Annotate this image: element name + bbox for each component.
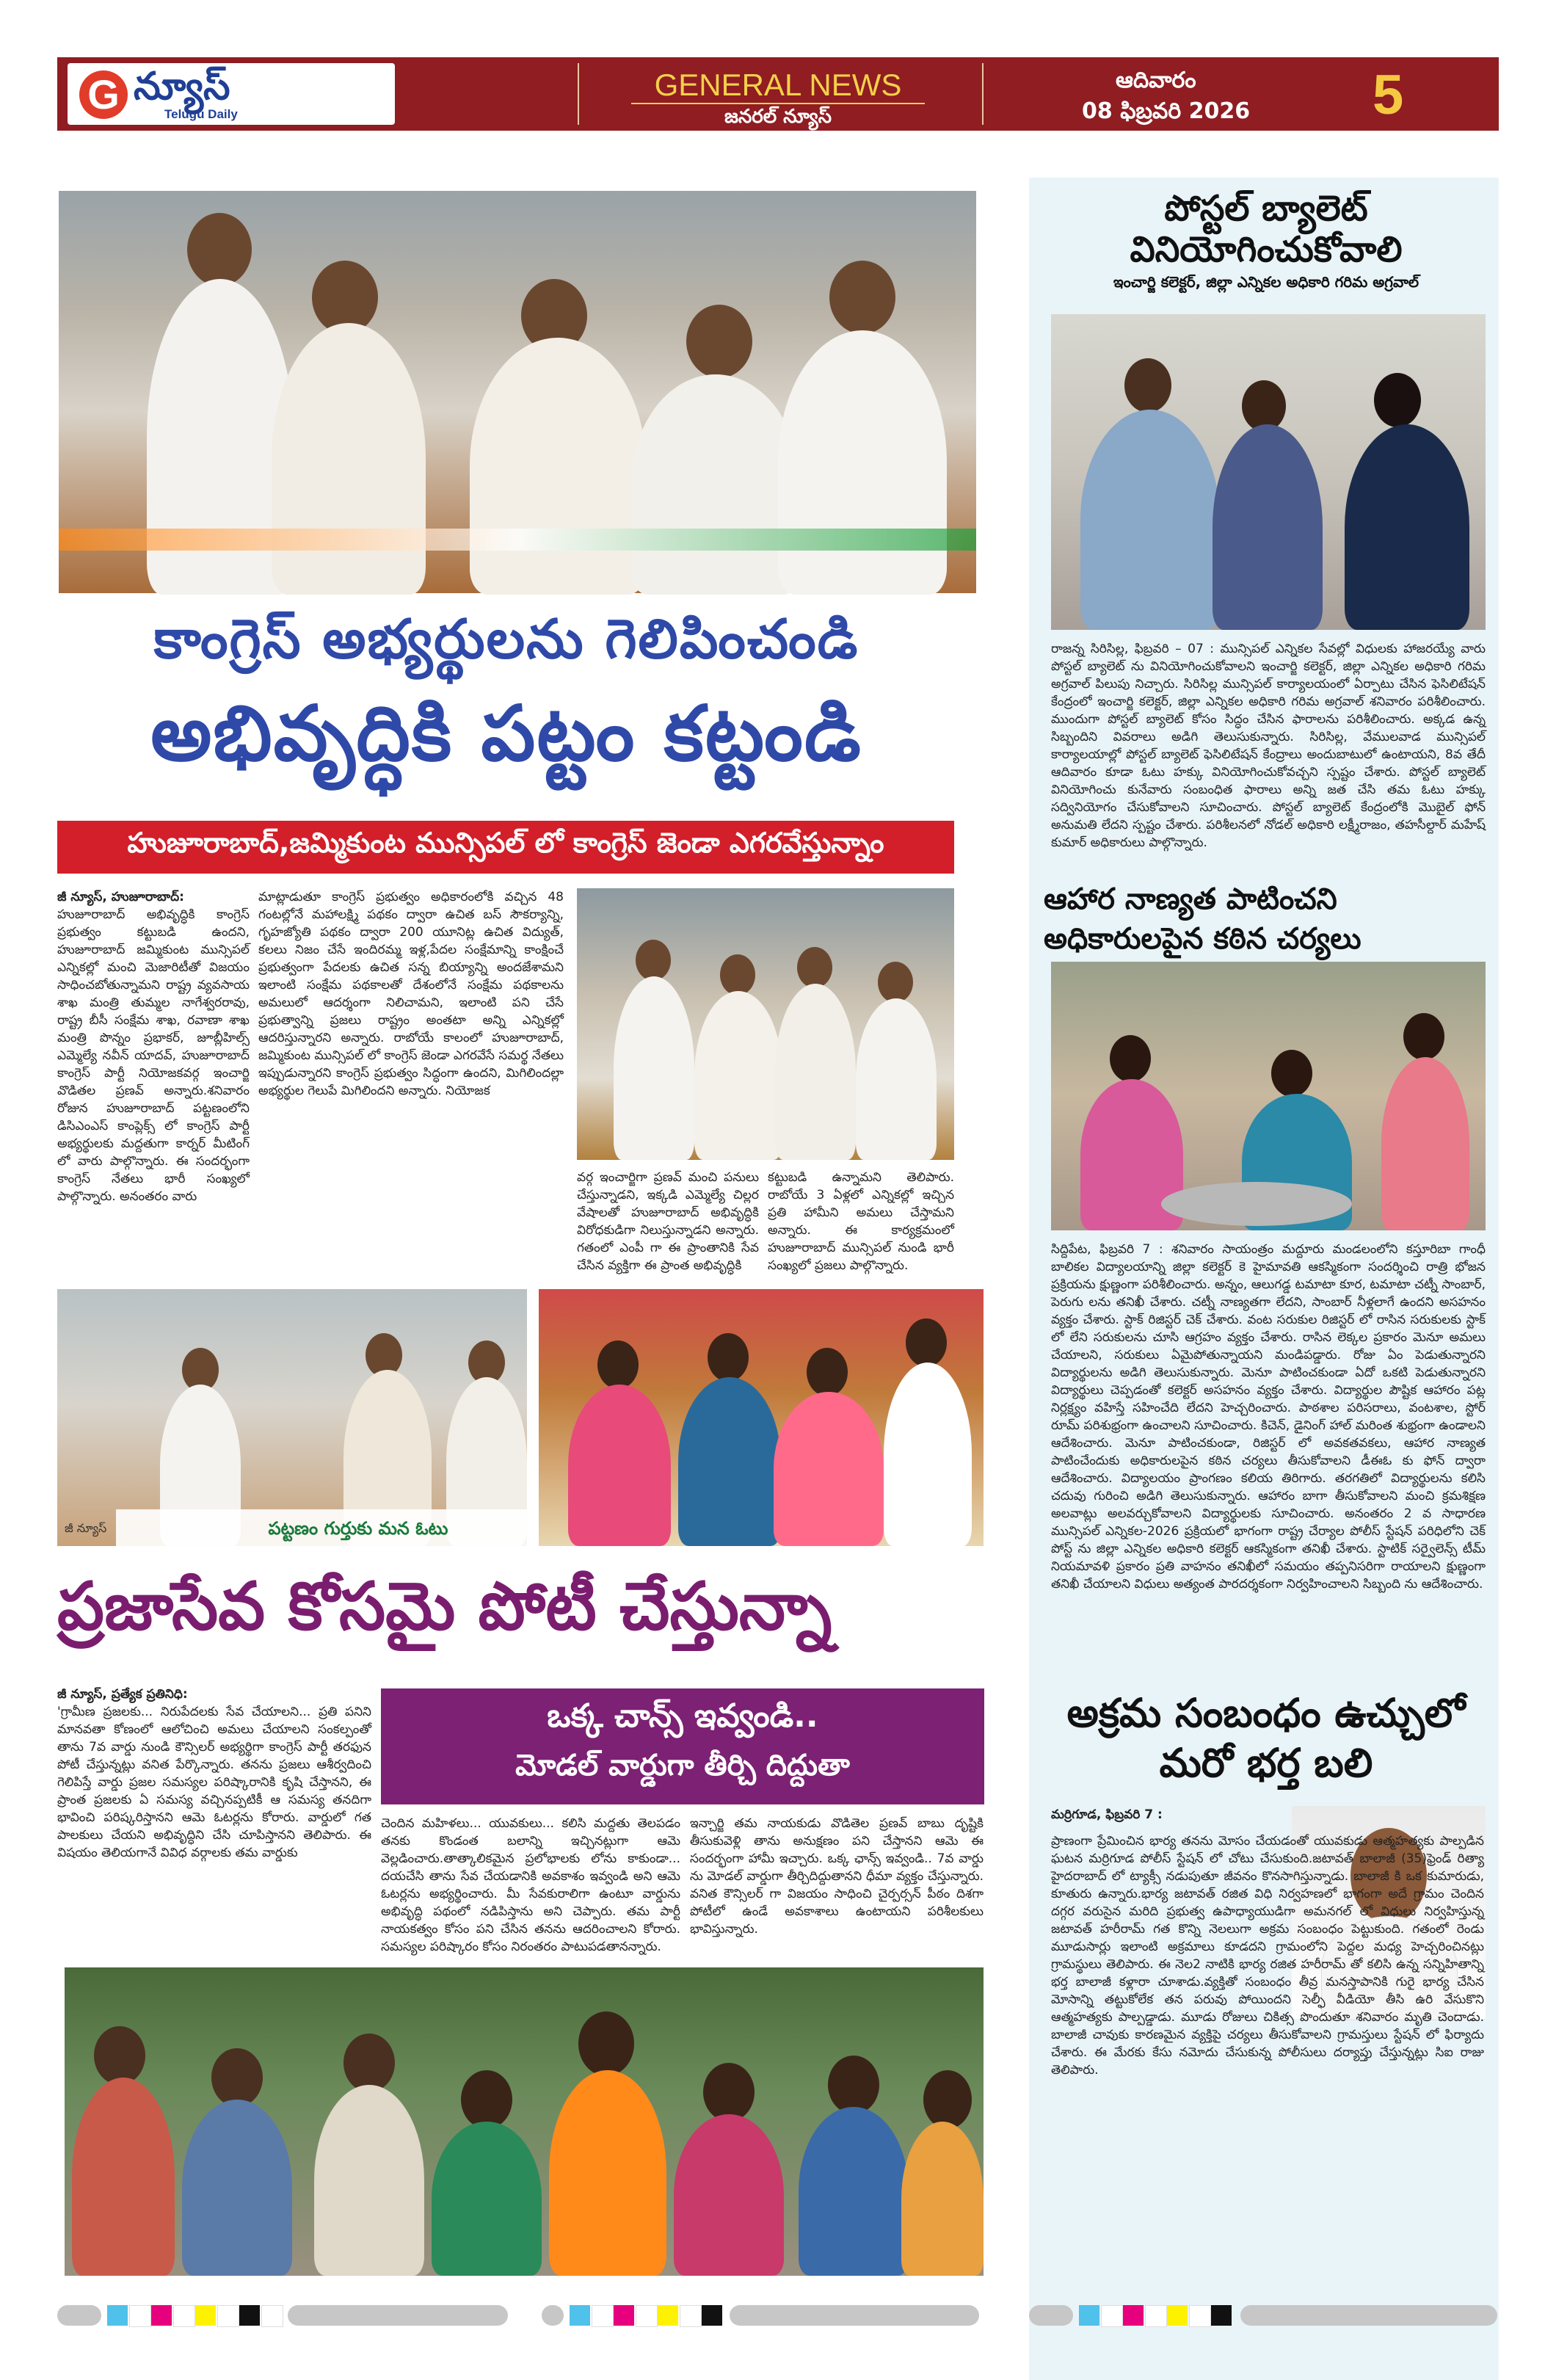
lead-column-2 (258, 888, 564, 1233)
registration-swatch (239, 2305, 260, 2326)
sidebar-story3-body-wrap (1051, 1832, 1484, 2273)
pull-quote-line-2: మోడల్ వార్డుగా తీర్చి దిద్దుతా (515, 1749, 850, 1782)
pull-quote-line-1: ఒక్క చాన్స్ ఇవ్వండి.. (547, 1697, 818, 1735)
section-underline (631, 103, 925, 104)
lead-byline: జీ న్యూస్, హుజూరాబాద్: (57, 890, 184, 904)
campaign-group-photo (65, 1967, 984, 2276)
logo-tagline: Telugu Daily (164, 107, 238, 121)
campaign-byline: జీ న్యూస్, ప్రత్యేక ప్రతినిధి: (57, 1687, 188, 1702)
lead-column-3 (577, 1169, 759, 1273)
registration-swatch (1079, 2305, 1099, 2326)
registration-swatch (636, 2305, 658, 2327)
registration-swatch (129, 2305, 151, 2327)
campaign-banner-text: పట్టణం గుర్తుకు మన ఓటు (268, 1518, 448, 1539)
registration-swatch (1211, 2305, 1232, 2326)
campaign-body-2: చెందిన మహిళలు... యువకులు... కలిసి మద్దతు తెలపడం తనకు కొండంత బలాన్ని ఇచ్చినట్లుగా ఆమె వెల్లడించారు.తాత్కాలికమైన ప్రలోభాలకు లోను కాకుండా... దయచేసి తాను సేవ చేయడానికి అవకాశం ఇవ్వండి అని ఆమె ఓటర్లను అభ్యర్థించారు. మీ సేవకురాలిగా ఉంటూ వార్డును అభివృద్ధి పథంలో నడిపిస్తాను అని చెప్పారు. తమ పార్టీ నాయకత్వం కోసం పని చేసిన తనను ఆదరించాలని కోరారు. సమస్యల పరిష్కారం కోసం నిరంతరం పాటుపడతానన్నారు. (381, 1816, 680, 1954)
registration-swatch (217, 2305, 239, 2327)
lead-column-1 (57, 888, 250, 1233)
registration-swatch (195, 2305, 216, 2326)
sidebar-story3-body: ప్రాణంగా ప్రేమించిన భార్య తనను మోసం చేయడంతో యువకుడు ఆత్మహత్యకు పాల్పడిన ఘటన మర్రిగూడ పోలీస్ స్టేషన్ లో చోటు చేసుకుంది.జటావత్ బాలాజీ (35)ఫ్రెండ్ రిత్యా హైదరాబాద్ లో ట్యాక్సీ నడుపుతూ జీవనం కొనసాగిస్తున్నాడు. బాలాజీ కి ఒక కుమారుడు, కూతురు ఉన్నారు.భార్య జటావత్ రజిత విధి నిర్వహణలో భాగంగా అదే గ్రామం చెందిన దగ్గర వరుసైన మరిది ప్రభుత్వ ఉపాధ్యాయుడిగా అమనగల్ లో విధులు నిర్వహిస్తున్న జటావత్ హరీరామ్ గత కొన్ని నెలలుగా అక్రమ సంబంధం పెట్టుకుంది. గతంలో రెండు మూడుసార్లు ఇలాంటి అక్రమాలు కూడదని గ్రామంలోని పెద్దల మధ్య హెచ్చరించినట్లు గ్రామస్థులు తెలిపారు. ఈ నెల2 నాటికి భార్య రజిత హరీరామ్ తో కలిసి ఉన్న సన్నిహితాన్ని భర్త బాలాజీ కళ్లారా చూశాడు.వ్యక్తితో సంబంధం తీవ్ర మనస్తాపానికి గురై భార్య చేసిన మోసాన్ని తట్టుకోలేక తన పరువు పోయిందని సెల్ఫీ వీడియో తీసి ఉరి వేసుకొని ఆత్మహత్యకు పాల్పడ్డాడు. మూడు రోజులు చికిత్స పొందుతూ శనివారం మృతి చెందాడు. బాలాజీ చావుకు కారణమైన వ్యక్తిపై చర్యలు తీసుకోవాలని గ్రామస్తులు స్టేషన్ లో ఫిర్యాదు చేశారు. ఈ మేరకు కేసు నమోదు చేసుకున్న పోలీసులు దర్యాప్తు చేస్తున్నట్లు సిఐ రాజు తెలిపారు. (1051, 1834, 1484, 2078)
registration-bar (288, 2305, 508, 2326)
lead-body-3: వర్గ ఇంచార్జిగా ప్రణవ్ మంచి పనులు చేస్తున్నాడని, ఇక్కడి ఎమ్మెల్యే చిల్లర వేషాలతో హుజూరాబాద్ అభివృద్ధికి విరోధకుడిగా నిలుస్తున్నాడని అన్నారు. గతంలో ఎంపీ గా ఈ ప్రాంతానికి సేవ చేసిన వ్యక్తిగా ఈ ప్రాంత అభివృద్ధికి (577, 1170, 759, 1273)
registration-swatch (592, 2305, 614, 2327)
sidebar-story1-subhead: ఇంచార్జి కలెక్టర్, జిల్లా ఎన్నికల అధికారి గరిమ అగ్రవాల్ (1113, 273, 1419, 291)
strap-text: హుజూరాబాద్,జమ్మికుంట మున్సిపల్ లో కాంగ్రెస్ జెండా ఎగరవేస్తున్నాం (127, 827, 884, 859)
registration-bar (1240, 2305, 1497, 2326)
lead-column-4 (768, 1169, 954, 1273)
campaign-photo-right (539, 1289, 984, 1546)
registration-swatch (702, 2305, 722, 2326)
registration-swatch (173, 2305, 195, 2327)
registration-swatch (1189, 2305, 1211, 2327)
registration-bar (730, 2305, 979, 2326)
registration-swatch (658, 2305, 678, 2326)
lead-body-2: మాట్లాడుతూ కాంగ్రెస్ ప్రభుత్వం అధికారంలోకి వచ్చిన 48 గంటల్లోనే మహాలక్ష్మి పథకం ద్వారా ఉచిత బస్ సౌకర్యాన్ని, గృహజ్యోతి పథకం ద్వారా 200 యూనిట్ల ఉచిత విద్యుత్, కలలు నిజం చేసే ఇందిరమ్మ ఇళ్ల,పేదల సంక్షేమాన్ని కాంక్షించే ప్రభుత్వంగా పేదలకు ఉచిత సన్న బియ్యాన్ని అందజేశామని ఇలాంటి సంక్షేమ పథకాలతో దేశంలోనే సంక్షేమ పథకాలను అమలులో ఆదర్శంగా నిలిచామని, ఇలాంటి పని చేసే ప్రభుత్వాన్ని ప్రజలు రాష్ట్రం అంతటా అన్ని ఎన్నికల్లో ఆదరిస్తున్నారని అన్నారు. రాబోయే కాలంలో హుజూరాబాద్, జమ్మికుంట మున్సిపల్ లో కాంగ్రెస్ జెండా ఎగరవేసే సమర్థ నేతలు ఇప్పుడున్నారని కాంగ్రెస్ ప్రభుత్వం సిద్ధంగా ఉందని, మిగిలిందల్లా అభ్యర్థుల గెలుపే మిగిలిందని అన్నారు. నియోజక (258, 890, 564, 1098)
registration-swatch (107, 2305, 128, 2326)
issue-date: 08 ఫిబ్రవరి 2026 (1082, 98, 1251, 124)
campaign-column-3 (690, 1815, 984, 1957)
sidebar-story2-headline: ఆహార నాణ్యత పాటించని అధికారులపైన కఠిన చర్యలు (1044, 882, 1362, 956)
campaign-photo-left (57, 1289, 527, 1546)
section-title-telugu: జనరల్ న్యూస్ (724, 106, 832, 128)
registration-bar (542, 2305, 564, 2326)
registration-swatch (1167, 2305, 1188, 2326)
registration-swatch (680, 2305, 702, 2327)
campaign-body-1: 'గ్రామీణ ప్రజలకు... నిరుపేదలకు సేవ చేయాలని... ప్రతి పనిని మానవతా కోణంలో ఆలోచించి అమలు చేయాలని సంకల్పంతో తాను 7వ వార్డు నుండి కౌన్సిలర్ అభ్యర్థిగా కాంగ్రెస్ పార్టీ తరఫున పోటీ చేస్తున్నట్లు వనిత పేర్కొన్నారు. తనను ప్రజలు ఆశీర్వదించి గెలిపిస్తే వార్డు ప్రజల సమస్యల పరిష్కారానికి కృషి చేస్తానని, ఈ ప్రాంత ప్రజలకు ఏ సమస్య వచ్చినప్పటికీ ఆ సమస్య తనదిగా భావించి పరిష్కరిస్తానని ఆమె ఓటర్లను కోరారు. వార్డులో గత పాలకులు చేయని అభివృద్ధిని చేసి చూపిస్తానని తెలిపారు. ఈ విషయం తెలియగానే వివిధ వర్గాలకు తమ వార్డుకు (57, 1705, 371, 1860)
lead-headline-2: అభివృద్ధికి పట్టం కట్టండి (150, 689, 862, 778)
school-meal-photo (1051, 962, 1486, 1230)
sidebar-story1-headline: పోస్టల్ బ్యాలెట్ వినియోగించుకోవాలి (1130, 188, 1403, 270)
campaign-headline: ప్రజాసేవ కోసమై పోటీ చేస్తున్నా (57, 1568, 832, 1645)
section-title-english: GENERAL NEWS (654, 68, 902, 102)
logo-wordmark: న్యూస్ (134, 65, 230, 109)
header-divider (578, 63, 579, 125)
registration-swatch (151, 2305, 172, 2326)
header-divider (982, 63, 984, 125)
registration-bar (1029, 2305, 1073, 2326)
registration-swatch (570, 2305, 590, 2326)
sidebar-story3-byline: మర్రిగూడ, ఫిబ్రవరి 7 : (1051, 1807, 1163, 1822)
logo-g-icon: G (79, 70, 128, 119)
sidebar-story2-body: సిద్దిపేట, ఫిబ్రవరి 7 : శనివారం సాయంత్రం మద్దూరు మండలంలోని కస్తూరిబా గాంధీ బాలికల విద్యాలయాన్ని జిల్లా కలెక్టర్ కె హైమావతి ఆకస్మికంగా సందర్శించి రాత్రి భోజన ప్రక్రియను క్షుణ్ణంగా పరిశీలించారు. అన్నం, ఆలుగడ్డ టమాటా కూర, టమాటా చట్నీ సాంబార్, పెరుగు లను తనిఖీ చేశారు. చట్నీ నాణ్యతగా లేదని, సాంబార్ నీళ్లలాగే ఉందని అసహనం వ్యక్తం చేశారు. స్టాక్ రిజిస్టర్ చెక్ చేశారు. వంట సరుకుల రిజిస్టర్ లో రాసిన సరుకులకు స్టాక్ లో లేని సరుకులను చూసి ఆగ్రహం వ్యక్తం చేశారు. రాసిన లెక్కల ప్రకారం మెనూ అమలు చేయాలని, సరుకులు ఏమైపోతున్నాయని మండిపడ్డారు. రోజు ఏం పెడుతున్నారని విద్యార్థులను అడిగి తెలుసుకున్నారు. మెనూ పాటించకుండా ఏదో ఒకటి పెడుతున్నారని విద్యార్థులు చెప్పడంతో కలెక్టర్ అసహనం వ్యక్తం చేశారు. విద్యార్థుల పౌష్టిక ఆహారం పట్ల నిర్లక్ష్యం వహిస్తే సహించేది లేదని హెచ్చరించారు. పాఠశాల పరిసరాలు, వంటశాల, స్టోర్ రూమ్ పరిశుభ్రంగా ఉంచాలని సూచించారు. కిచెన్, డైనింగ్ హాల్ మరింత శుభ్రంగా ఉండాలని ఆదేశించారు. మెనూ పాటించకుండా, రిజిస్టర్ లో అవకతవకలు, ఆహార నాణ్యత పాటించేందుకు అధికారులపైన కఠిన చర్యలు తీసుకోవాలని డీఈఓ కు ఫోన్ ద్వారా ఆదేశించారు. విద్యాలయం ప్రాంగణం కలియ తిరిగారు. తరగతిలో విద్యార్థులను కలిసి చదువు గురించి అడిగి తెలుసుకున్నారు. ఆహారం బాగా తీసుకోవాలని మంచి క్రమశిక్షణ అలవాట్లు అలవర్చుకోవాలని విద్యార్థులకు సూచించారు. అనంతరం 2 వ సాధారణ మున్సిపల్ ఎన్నికల-2026 ప్రక్రియలో భాగంగా రాష్ట్ర చేర్యాల పోలీస్ స్టేషన్ పరిధిలోని చెక్ పోస్ట్ ను జిల్లా ఎన్నికల అధికారి కలెక్టర్ ఆకస్మికంగా తనిఖీ చేశారు. స్టాటిక్ సర్వైలెన్స్ టీమ్ నియమావళి ప్రకారం ప్రతి వాహనం తనిఖీలో సమయం తప్పనిసరిగా రాయాలని క్షుణ్ణంగా తనిఖీ చేయాలని విధులు అత్యంత పారదర్శకంగా నిర్వహించాలని సిబ్బంది ను ఆదేశించారు. (1051, 1242, 1486, 1592)
sidebar-story3-headline: అక్రమ సంబంధం ఉచ్చులో మరో భర్త బలి (1066, 1690, 1466, 1786)
issue-day: ఆదివారం (1116, 68, 1196, 93)
campaign-column-2 (381, 1815, 680, 1957)
registration-swatch (1145, 2305, 1167, 2327)
postal-ballot-photo (1051, 314, 1486, 630)
lead-body-1: హుజూరాబాద్ అభివృద్ధికి కాంగ్రెస్ ప్రభుత్వం కట్టుబడి ఉందని, హుజూరాబాద్ జమ్మికుంట మున్సిపల్ ఎన్నికల్లో మంచి మెజారిటీతో విజయం సాధించబోతున్నామని రాష్ట్ర వ్యవసాయ శాఖ మంత్రి తుమ్మల నాగేశ్వరరావు, రాష్ట్ర బీసీ సంక్షేమ శాఖ, రవాణా శాఖ మంత్రి పొన్నం ప్రభాకర్, జూబ్లీహిల్స్ ఎమ్మెల్యే నవీన్ యాదవ్, హుజూరాబాద్ కాంగ్రెస్ పార్టీ నియోజకవర్గ ఇంచార్జి వొడితల ప్రణవ్ అన్నారు.శనివారం రోజున హుజూరాబాద్ పట్టణంలోని డిసిఎంఎస్ కాంప్లెక్స్ లో కాంగ్రెస్ పార్టీ అభ్యర్థులకు మద్దతుగా కార్నర్ మీటింగ్ లో వారు పాల్గొన్నారు. ఈ సందర్భంగా కాంగ్రెస్ నేతలు భారీ సంఖ్యలో పాల్గొన్నారు. అనంతరం వారు (57, 907, 250, 1204)
lead-rally-photo (59, 191, 976, 593)
registration-swatch (1101, 2305, 1123, 2327)
sidebar-story1-body: రాజన్న సిరిసిల్ల, ఫిబ్రవరి – 07 : మున్సిపల్ ఎన్నికల సేవల్లో విధులకు హాజరయ్యే వారు పోస్టల్ బ్యాలెట్ ను వినియోగించుకోవాలని ఇంచార్జి కలెక్టర్, జిల్లా ఎన్నికల అధికారి గరిమ అగ్రవాల్ పిలుపు నిచ్చారు. సిరిసిల్ల మున్సిపల్ కార్యాలయంలో ఏర్పాటు చేసిన ఫెసిలిటేషన్ కేంద్రంలో ఇంచార్జి కలెక్టర్, జిల్లా ఎన్నికల అధికారి గరిమ అగ్రవాల్ శనివారం పరిశీలించారు. ముందుగా పోస్టల్ బ్యాలెట్ కోసం సిద్ధం చేసిన ఫారాలను పరిశీలించారు. అక్కడ ఉన్న సిబ్బందిని వివరాలు అడిగి తెలుసుకున్నారు. సిరిసిల్ల, వేములవాడ మున్సిపల్ కార్యాలయాల్లో పోస్టల్ బ్యాలెట్ ఫెసిలిటేషన్ కేంద్రాలు అందుబాటులో ఉంటాయని, 8వ తేదీ ఆదివారం కూడా ఓటు హక్కు వినియోగించుకోవచ్చని స్పష్టం చేశారు. పోస్టల్ బ్యాలెట్ వినియోగించు కునేవారు సంబంధిత ఫారాలు అన్ని జత చేసి తమ ఓటు హక్కు సద్వినియోగం చేసుకోవాలని సూచించారు. పోస్టల్ బ్యాలెట్ కేంద్రంలోకి మొబైల్ ఫోన్ అనుమతి లేదని స్పష్టం చేశారు. పరిశీలనలో నోడల్ అధికారి లక్ష్మీరాజం, తహసీల్దార్ మహేష్ కుమార్ అధికారులు పాల్గొన్నారు. (1051, 642, 1486, 850)
page-number: 5 (1373, 64, 1404, 126)
lead-body-4: కట్టుబడి ఉన్నామని తెలిపారు. రాబోయే 3 ఏళ్లలో ఎన్నికల్లో ఇచ్చిన ప్రతి హామీని అమలు చేస్తామని అన్నారు. ఈ కార్యక్రమంలో హుజూరాబాద్ మున్సిపల్ నుండి భారీ సంఖ్యలో ప్రజలు పాల్గొన్నారు. (768, 1170, 954, 1273)
photo-caption: జీ న్యూస్ (65, 1521, 107, 1535)
registration-swatch (614, 2305, 634, 2326)
registration-swatch (261, 2305, 283, 2327)
campaign-column-1 (57, 1686, 371, 1957)
lead-headline-1: కాంగ్రెస్ అభ్యర్థులను గెలిపించండి (153, 608, 859, 671)
rally-stage-photo (577, 888, 954, 1160)
registration-swatch (1123, 2305, 1144, 2326)
campaign-body-3: ఇన్చార్జి తమ నాయకుడు వొడితెల ప్రణవ్ బాబు దృష్టికి తీసుకువెళ్లి తాను అనుక్షణం పని చేస్తానని ఆమె ఈ సందర్భంగా హామీ ఇచ్చారు. ఒక్క ఛాన్స్ ఇవ్వండి.. 7వ వార్డు ను మోడల్ వార్డుగా తీర్చిదిద్దుతానని ధీమా వ్యక్తం చేస్తున్నారు. వనిత కౌన్సిలర్ గా విజయం సాధించి చైర్పర్సన్ పీఠం దిశగా పోటీలో ఉండే అవకాశాలు ఉంటాయని పరిశీలకులు భావిస్తున్నారు. (690, 1816, 984, 1937)
registration-bar (57, 2305, 101, 2326)
